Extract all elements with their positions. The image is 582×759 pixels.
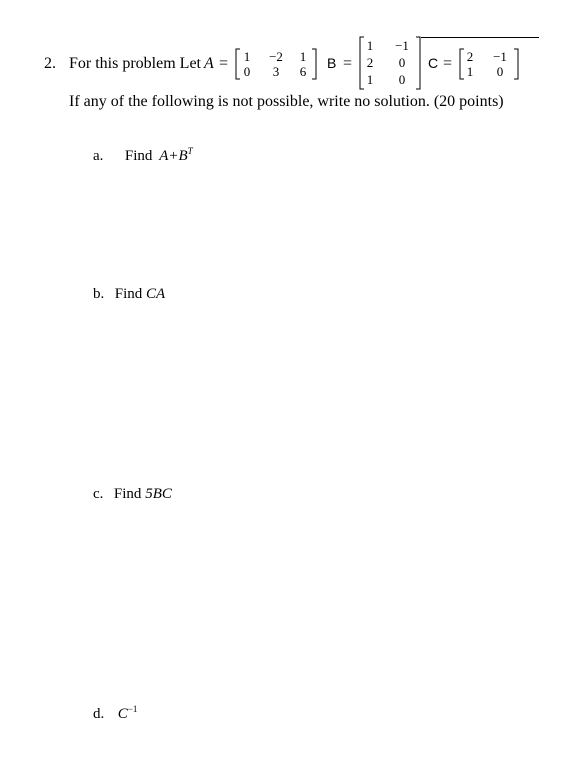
part-d-sup: −1: [127, 704, 138, 714]
matrix-b-name: B: [327, 55, 337, 71]
matrix-b-cell: 1: [366, 38, 374, 53]
part-a-label: a.: [93, 148, 104, 164]
matrix-a: [234, 48, 318, 80]
matrix-a-cell: 6: [299, 64, 307, 79]
matrix-b: [358, 36, 422, 90]
instruction-text: If any of the following is not possible, write no solution. (20 points): [69, 93, 504, 110]
part-a-find: Find: [124, 148, 153, 164]
part-b: [93, 286, 165, 303]
part-c-find: Find: [113, 486, 142, 502]
matrix-c: [458, 48, 520, 80]
matrix-c-cell: 2: [466, 49, 474, 64]
matrix-a-cell: 3: [272, 64, 280, 79]
part-b-label: b.: [93, 286, 105, 302]
part-a-sup: T: [187, 146, 193, 156]
part-d: [93, 706, 137, 723]
matrix-b-cell: 0: [398, 55, 406, 70]
part-c-label: c.: [93, 486, 104, 502]
top-rule: [421, 37, 539, 38]
problem-number: 2.: [44, 55, 56, 72]
matrix-b-cell: 1: [366, 72, 374, 87]
matrix-c-cell: 1: [466, 64, 474, 79]
matrix-a-cell: 1: [243, 49, 251, 64]
part-a: [93, 148, 193, 165]
matrix-a-cell: −2: [269, 49, 283, 64]
part-d-expr: C: [117, 706, 128, 722]
matrix-b-cell: −1: [395, 38, 409, 53]
part-a-expr: A+B: [159, 148, 188, 164]
part-b-expr: CA: [146, 286, 166, 302]
part-c: [93, 486, 172, 503]
matrix-c-equals: =: [443, 55, 453, 72]
matrix-b-cell: 0: [398, 72, 406, 87]
matrix-b-cell: 2: [366, 55, 374, 70]
matrix-c-cell: 0: [496, 64, 504, 79]
part-d-label: d.: [93, 706, 105, 722]
matrix-b-equals: =: [343, 55, 353, 72]
part-c-expr: 5BC: [145, 486, 172, 502]
matrix-c-name: C: [428, 55, 439, 71]
part-b-find: Find: [114, 286, 143, 302]
problem-intro: For this problem Let: [69, 55, 201, 72]
matrix-a-cell: 1: [299, 49, 307, 64]
matrix-a-name: A: [204, 55, 214, 72]
matrix-a-equals: =: [219, 55, 229, 72]
matrix-c-cell: −1: [493, 49, 507, 64]
matrix-a-cell: 0: [243, 64, 251, 79]
